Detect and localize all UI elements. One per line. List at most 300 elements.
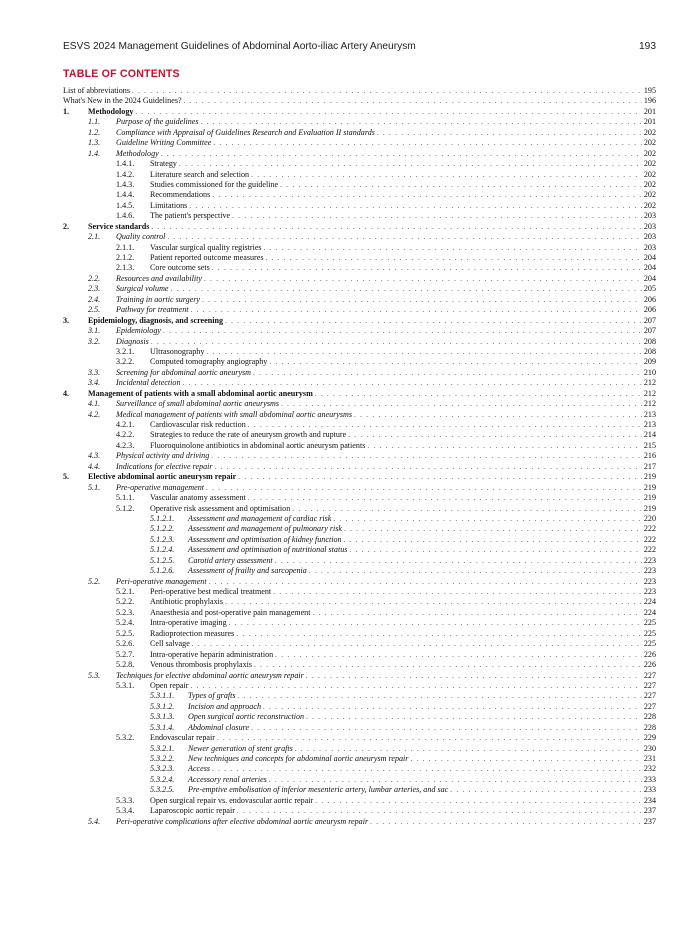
toc-entry-page: 223 [643, 555, 656, 565]
toc-entry-number: 5.4. [88, 816, 101, 826]
toc-entry-page: 227 [643, 680, 656, 690]
toc-entry-page: 226 [643, 649, 656, 659]
toc-entry-number: 2.2. [88, 273, 101, 283]
toc-entry[interactable] [63, 608, 656, 618]
toc-entry[interactable] [63, 493, 656, 503]
dot-leader [163, 326, 642, 336]
toc-entry-page: 204 [643, 263, 656, 273]
toc-entry-page: 232 [643, 764, 656, 774]
toc-entry-page: 219 [643, 482, 656, 492]
dot-leader [251, 170, 642, 180]
toc-entry-label: Compliance with Appraisal of Guidelines Research and Evaluation II standards [116, 127, 375, 137]
toc-entry-number: 5.1.2.4. [150, 545, 175, 555]
dot-leader [281, 399, 642, 409]
toc-entry[interactable] [63, 587, 656, 597]
toc-entry-page: 233 [643, 785, 656, 795]
toc-entry[interactable] [63, 170, 656, 180]
toc-entry-label: Techniques for elective abdominal aortic aneurysm repair [116, 670, 304, 680]
toc-entry-page: 214 [643, 430, 656, 440]
toc-entry-label: Ultrasonography [150, 346, 205, 356]
toc-entry-page: 195 [643, 86, 656, 95]
toc-entry-page: 208 [643, 336, 656, 346]
toc-entry-number: 5.2.5. [116, 628, 135, 638]
toc-entry-page: 204 [643, 253, 656, 262]
toc-entry-number: 5.3. [88, 670, 101, 680]
toc-entry[interactable] [63, 514, 656, 524]
dot-leader [225, 316, 642, 326]
toc-entry-label: Indications for elective repair [116, 461, 213, 471]
toc-entry-page: 205 [643, 284, 656, 294]
toc-entry-label: Computed tomography angiography [150, 357, 268, 367]
toc-entry-page: 212 [643, 399, 656, 409]
toc-entry-number: 4.3. [88, 451, 101, 461]
dot-leader [275, 650, 642, 660]
toc-entry[interactable] [63, 389, 656, 399]
toc-entry-number: 2.1.3. [116, 263, 135, 273]
running-title: ESVS 2024 Management Guidelines of Abdominal Aorto-iliac Artery Aneurysm [63, 41, 416, 52]
dot-leader [237, 806, 642, 816]
toc-entry[interactable] [63, 180, 656, 190]
toc-entry-label: Vascular anatomy assessment [150, 493, 246, 503]
toc-entry-label: Laparoscopic aortic repair [150, 806, 235, 816]
toc-entry-number: 3.3. [88, 367, 101, 377]
toc-entry-page: 219 [643, 493, 656, 503]
dot-leader [253, 368, 642, 378]
toc-entry-number: 5.3.1.1. [150, 691, 175, 701]
toc-entry[interactable] [63, 284, 656, 294]
dot-leader [206, 347, 641, 357]
toc-entry-number: 2.3. [88, 284, 101, 294]
toc-entry-page: 203 [643, 242, 656, 252]
toc-entry-label: The patient's perspective [150, 211, 231, 221]
toc-entry[interactable] [63, 639, 656, 649]
dot-leader [211, 451, 642, 461]
toc-entry-page: 219 [643, 503, 656, 513]
toc-entry[interactable] [63, 86, 656, 96]
dot-leader [292, 504, 642, 514]
toc-entry-page: 202 [643, 169, 656, 179]
dot-leader [269, 775, 642, 785]
toc-entry[interactable] [63, 629, 656, 639]
dot-leader [229, 618, 642, 628]
toc-entry-label: Literature search and selection [150, 169, 250, 179]
toc-entry[interactable] [63, 232, 656, 242]
toc-entry-page: 206 [643, 305, 656, 315]
toc-entry-label: Types of grafts [188, 691, 236, 701]
toc-entry[interactable] [63, 796, 656, 806]
toc-entry-page: 202 [643, 148, 656, 158]
toc-entry[interactable] [63, 378, 656, 388]
toc-entry[interactable] [63, 524, 656, 534]
toc-entry-page: 233 [643, 774, 656, 784]
dot-leader [295, 744, 642, 754]
toc-entry[interactable] [63, 274, 656, 284]
toc-entry-page: 228 [643, 722, 656, 732]
toc-entry[interactable] [63, 566, 656, 576]
toc-entry-page: 210 [643, 367, 656, 377]
dot-leader [151, 222, 641, 232]
toc-entry-number: 1.4.6. [116, 211, 135, 221]
toc-entry-label: Cell salvage [150, 639, 190, 649]
toc-entry-label: Abdominal closure [188, 722, 250, 732]
toc-entry-number: 5.2.4. [116, 618, 135, 628]
toc-entry-number: 1.1. [88, 117, 101, 127]
toc-entry-label: Endovascular repair [150, 733, 215, 743]
toc-entry-page: 202 [643, 138, 656, 148]
toc-entry[interactable] [63, 441, 656, 451]
toc-entry[interactable] [63, 556, 656, 566]
dot-leader [213, 138, 642, 148]
dot-leader [184, 96, 642, 106]
toc-entry-label: Access [188, 764, 211, 774]
toc-entry-number: 3. [63, 315, 70, 325]
dot-leader [264, 243, 642, 253]
dot-leader [248, 420, 642, 430]
toc-entry-label: Patient reported outcome measures [150, 253, 264, 262]
dot-leader [410, 754, 641, 764]
toc-entry-number: 3.1. [88, 326, 101, 336]
toc-entry-label: Diagnosis [116, 336, 149, 346]
toc-entry-page: 207 [643, 326, 656, 336]
dot-leader [209, 577, 642, 587]
dot-leader [217, 733, 642, 743]
toc-entry[interactable] [63, 96, 656, 106]
dot-leader [306, 712, 642, 722]
toc-heading: TABLE OF CONTENTS [63, 68, 180, 80]
toc-entry[interactable] [63, 817, 656, 827]
toc-entry[interactable] [63, 159, 656, 169]
dot-leader [191, 305, 642, 315]
toc-entry[interactable] [63, 357, 656, 367]
toc-entry[interactable] [63, 430, 656, 440]
toc-entry[interactable] [63, 253, 656, 263]
dot-leader [315, 389, 642, 399]
toc-entry-number: 5.2.3. [116, 607, 135, 617]
toc-entry[interactable] [63, 117, 656, 127]
toc-entry[interactable] [63, 305, 656, 315]
toc-entry[interactable] [63, 295, 656, 305]
dot-leader [348, 430, 642, 440]
dot-leader [151, 337, 642, 347]
toc-entry[interactable] [63, 222, 656, 232]
toc-entry[interactable] [63, 410, 656, 420]
toc-entry-page: 227 [643, 701, 656, 711]
toc-entry-number: 4.1. [88, 399, 101, 409]
toc-entry[interactable] [63, 483, 656, 493]
toc-entry[interactable] [63, 733, 656, 743]
toc-entry[interactable] [63, 618, 656, 628]
toc-entry[interactable] [63, 368, 656, 378]
toc-entry-page: 202 [643, 127, 656, 137]
dot-leader [189, 201, 642, 211]
toc-entry-number: 4.2.1. [116, 420, 135, 429]
dot-leader [254, 660, 642, 670]
toc-entry[interactable] [63, 660, 656, 670]
toc-entry-page: 203 [643, 211, 656, 221]
toc-entry-label: List of abbreviations [63, 86, 130, 95]
toc-entry[interactable] [63, 785, 656, 795]
toc-entry[interactable] [63, 149, 656, 159]
toc-entry-page: 220 [643, 513, 656, 523]
toc-entry-page: 201 [643, 117, 656, 127]
toc-entry-label: Peri-operative best medical treatment [150, 587, 272, 596]
toc-entry-label: Open surgical aortic reconstruction [188, 712, 305, 722]
dot-leader [349, 545, 641, 555]
toc-entry-page: 223 [643, 587, 656, 596]
toc-entry[interactable] [63, 316, 656, 326]
toc-entry[interactable] [63, 472, 656, 482]
toc-entry-number: 5.1.2.1. [150, 513, 175, 523]
toc-entry[interactable] [63, 744, 656, 754]
toc-entry-label: Training in aortic surgery [116, 294, 201, 304]
toc-entry-label: Newer generation of stent grafts [188, 743, 293, 753]
dot-leader [167, 232, 641, 242]
toc-entry-label: Management of patients with a small abdominal aortic aneurysm [88, 388, 313, 398]
dot-leader [450, 785, 642, 795]
toc-entry[interactable] [63, 535, 656, 545]
toc-entry[interactable] [63, 545, 656, 555]
toc-entry-number: 2.5. [88, 305, 101, 315]
toc-entry-page: 213 [643, 420, 656, 429]
toc-entry-page: 219 [643, 472, 656, 482]
toc-entry-page: 224 [643, 607, 656, 617]
toc-entry-page: 234 [643, 795, 656, 805]
toc-entry-page: 212 [643, 378, 656, 388]
toc-entry-number: 5.3.1.3. [150, 712, 175, 722]
toc-entry[interactable] [63, 764, 656, 774]
toc-entry-number: 5.1.2.3. [150, 534, 175, 544]
toc-entry[interactable] [63, 577, 656, 587]
toc-entry[interactable] [63, 691, 656, 701]
toc-entry-number: 1.3. [88, 138, 101, 148]
dot-leader [161, 149, 642, 159]
dot-leader [309, 566, 642, 576]
toc-entry-number: 5.3.2. [116, 733, 135, 743]
toc-entry-number: 5.3.1. [116, 680, 135, 690]
toc-entry[interactable] [63, 399, 656, 409]
toc-entry-page: 231 [643, 754, 656, 763]
dot-leader [273, 587, 642, 597]
dot-leader [367, 441, 642, 451]
dot-leader [212, 190, 642, 200]
toc-entry-page: 222 [643, 545, 656, 555]
toc-entry-number: 4.2.3. [116, 440, 135, 450]
dot-leader [202, 295, 642, 305]
toc-entry[interactable] [63, 681, 656, 691]
toc-entry-label: Recommendations [150, 190, 211, 200]
toc-entry-page: 213 [643, 409, 656, 419]
toc-entry-label: Studies commissioned for the guideline [150, 179, 279, 189]
toc-entry-label: Open surgical repair vs. endovascular aortic repair [150, 795, 314, 805]
dot-leader [263, 702, 642, 712]
toc-entry-number: 1.4.2. [116, 169, 135, 179]
toc-entry-page: 196 [643, 96, 656, 106]
toc-entry-label: Incidental detection [116, 378, 181, 388]
toc-entry-number: 1.2. [88, 127, 101, 137]
toc-entry-page: 204 [643, 273, 656, 283]
dot-leader [179, 159, 642, 169]
dot-leader [333, 514, 642, 524]
toc-entry-number: 2.1. [88, 232, 101, 242]
toc-entry[interactable] [63, 190, 656, 200]
dot-leader [215, 462, 642, 472]
toc-entry-page: 228 [643, 712, 656, 722]
dot-leader [312, 608, 641, 618]
toc-entry[interactable] [63, 347, 656, 357]
toc-entry-page: 223 [643, 566, 656, 576]
toc-entry-page: 222 [643, 524, 656, 534]
toc-entry-number: 1.4.3. [116, 179, 135, 189]
dot-leader [315, 796, 642, 806]
toc-entry[interactable] [63, 723, 656, 733]
toc-entry-number: 5.1.2.5. [150, 555, 175, 565]
toc-entry-page: 215 [643, 440, 656, 450]
dot-leader [238, 472, 642, 482]
toc-entry[interactable] [63, 504, 656, 514]
toc-entry-label: Assessment and management of cardiac risk [188, 513, 332, 523]
toc-entry-label: Operative risk assessment and optimisation [150, 503, 291, 513]
toc-entry-number: 5.1. [88, 482, 101, 492]
dot-leader [306, 671, 642, 681]
toc-entry-number: 3.2.2. [116, 357, 135, 367]
dot-leader [266, 253, 642, 263]
toc-entry-page: 203 [643, 232, 656, 242]
toc-entry[interactable] [63, 775, 656, 785]
toc-entry-label: Epidemiology, diagnosis, and screening [88, 315, 224, 325]
dot-leader [212, 263, 642, 273]
toc-entry-label: Epidemiology [116, 326, 161, 336]
toc-entry-number: 2.4. [88, 294, 101, 304]
toc-entry-number: 4. [63, 388, 70, 398]
toc-entry[interactable] [63, 420, 656, 430]
toc-entry[interactable] [63, 128, 656, 138]
toc-entry-label: Open repair [150, 680, 189, 690]
dot-leader [344, 535, 642, 545]
dot-leader [183, 378, 642, 388]
dot-leader [190, 681, 641, 691]
page-number: 193 [639, 41, 656, 52]
toc-entry-number: 2. [63, 221, 70, 231]
toc-entry-page: 201 [643, 106, 656, 116]
toc-entry-page: 202 [643, 179, 656, 189]
dot-leader [206, 483, 642, 493]
toc-entry-number: 5.1.1. [116, 493, 135, 503]
dot-leader [132, 86, 642, 96]
toc-entry-number: 5.3.2.4. [150, 774, 175, 784]
toc-entry-label: Core outcome sets [150, 263, 210, 273]
toc-entry[interactable] [63, 337, 656, 347]
toc-entry-label: Pre-emptive embolisation of inferior mesenteric artery, lumbar arteries, and sac [188, 785, 449, 795]
toc-entry-page: 237 [643, 816, 656, 826]
toc-entry-number: 5.1.2.6. [150, 566, 175, 576]
toc-entry-number: 1.4.5. [116, 200, 135, 210]
toc-entry-label: Carotid artery assessment [188, 555, 273, 565]
toc-entry-number: 5.2.6. [116, 639, 135, 649]
toc-entry[interactable] [63, 107, 656, 117]
dot-leader [236, 629, 642, 639]
toc-entry[interactable] [63, 712, 656, 722]
toc-entry[interactable] [63, 263, 656, 273]
toc-entry-label: Guideline Writing Committee [116, 138, 212, 148]
toc-entry-page: 227 [643, 691, 656, 701]
toc-entry-page: 202 [643, 200, 656, 210]
toc-entry-number: 1. [63, 106, 70, 116]
toc-entry-number: 5.2.8. [116, 660, 135, 670]
toc-entry-page: 222 [643, 534, 656, 544]
toc-entry-label: Assessment and optimisation of nutritional status [188, 545, 348, 555]
toc-entry-number: 2.1.1. [116, 242, 135, 252]
toc-entry-number: 3.4. [88, 378, 101, 388]
toc-entry-page: 225 [643, 639, 656, 649]
toc-entry-label: Venous thrombosis prophylaxis [150, 660, 253, 670]
toc-entry[interactable] [63, 806, 656, 816]
dot-leader [204, 274, 642, 284]
toc-entry-page: 237 [643, 806, 656, 816]
toc-entry-page: 230 [643, 743, 656, 753]
toc-entry-page: 212 [643, 388, 656, 398]
table-of-contents [63, 86, 656, 827]
toc-entry[interactable] [63, 671, 656, 681]
toc-entry-number: 4.2.2. [116, 430, 135, 440]
toc-entry-label: Physical activity and driving [116, 451, 210, 461]
toc-entry-page: 225 [643, 628, 656, 638]
dot-leader [269, 357, 642, 367]
toc-entry[interactable] [63, 754, 656, 764]
dot-leader [275, 556, 642, 566]
toc-entry-label: Strategies to reduce the rate of aneurysm growth and rupture [150, 430, 347, 440]
dot-leader [212, 764, 642, 774]
toc-entry-label: Screening for abdominal aortic aneurysm [116, 367, 252, 377]
toc-entry[interactable] [63, 138, 656, 148]
toc-entry-page: 207 [643, 315, 656, 325]
toc-entry-label: Pathway for treatment [116, 305, 189, 315]
toc-entry-number: 5.3.3. [116, 795, 135, 805]
toc-entry-label: Quality control [116, 232, 166, 242]
toc-entry-label: Incision and approach [188, 701, 261, 711]
toc-entry[interactable] [63, 451, 656, 461]
toc-entry-page: 217 [643, 461, 656, 471]
toc-entry[interactable] [63, 462, 656, 472]
dot-leader [280, 180, 642, 190]
toc-entry-label: Peri-operative management [116, 576, 207, 586]
dot-leader [201, 117, 642, 127]
toc-entry[interactable] [63, 702, 656, 712]
toc-entry[interactable] [63, 211, 656, 221]
dot-leader [225, 597, 642, 607]
toc-entry-label: Peri-operative complications after elective abdominal aortic aneurysm repair [116, 816, 369, 826]
toc-entry-label: Resources and availability [116, 273, 203, 283]
toc-entry-label: Assessment of frailty and sarcopenia [188, 566, 307, 576]
toc-entry-number: 3.2. [88, 336, 101, 346]
toc-entry-page: 209 [643, 357, 656, 367]
toc-entry-number: 5.2.7. [116, 649, 135, 659]
toc-entry-label: Antibiotic prophylaxis [150, 597, 224, 607]
dot-leader [248, 493, 642, 503]
dot-leader [135, 107, 641, 117]
toc-entry-label: What's New in the 2024 Guidelines? [63, 96, 182, 106]
toc-entry-number: 5.3.1.4. [150, 722, 175, 732]
toc-entry-page: 202 [643, 159, 656, 169]
toc-entry[interactable] [63, 201, 656, 211]
toc-entry[interactable] [63, 326, 656, 336]
toc-entry-label: Methodology [116, 148, 159, 158]
toc-entry[interactable] [63, 243, 656, 253]
dot-leader [344, 524, 642, 534]
toc-entry[interactable] [63, 597, 656, 607]
toc-entry[interactable] [63, 650, 656, 660]
toc-entry-label: Radioprotection measures [150, 628, 235, 638]
toc-entry-number: 5.3.2.1. [150, 743, 175, 753]
